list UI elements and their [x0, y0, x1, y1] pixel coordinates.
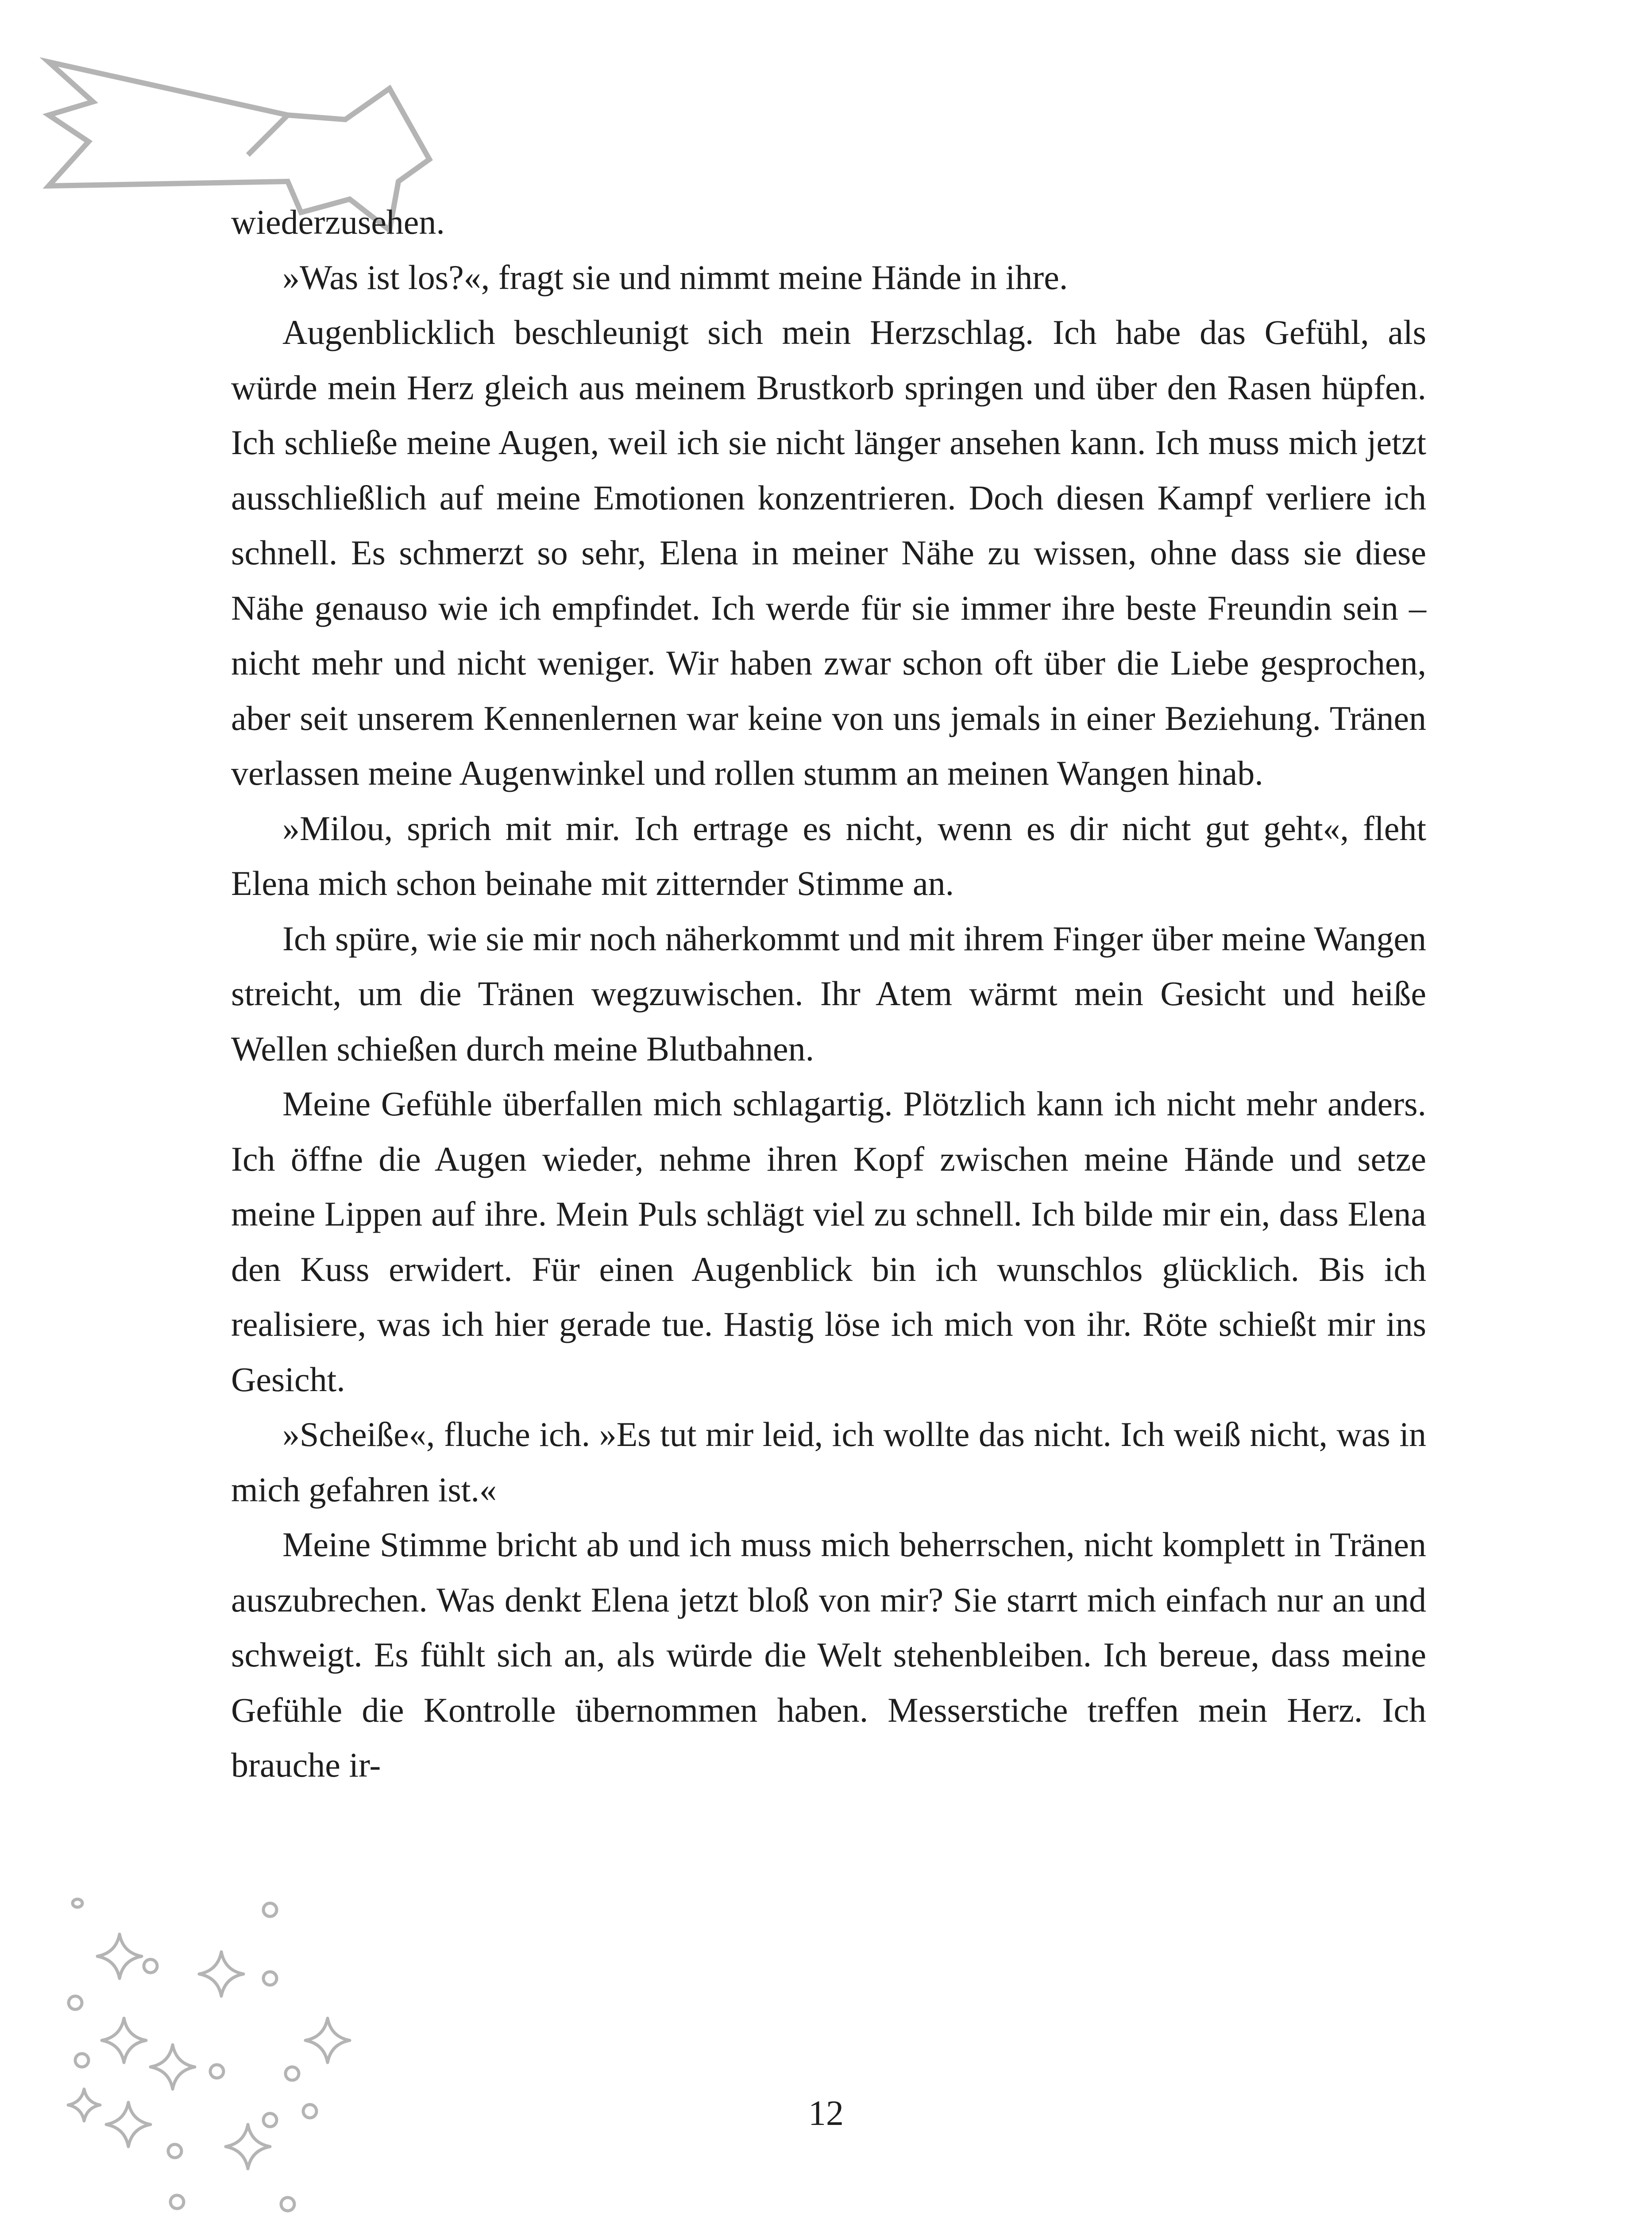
paragraph: »Scheiße«, fluche ich. »Es tut mir leid, ich wollte das nicht. Ich weiß nicht, was in mich gefahren ist.«: [231, 1415, 1426, 1509]
body-text: [231, 195, 1426, 1793]
sparkles-icon: [53, 1894, 372, 2213]
paragraph: Ich spüre, wie sie mir noch näherkommt und mit ihrem Finger über meine Wangen streicht, um die Tränen wegzuwischen. Ihr Atem wärmt mein Gesicht und heiße Wellen schießen durch meine Blutbahnen.: [231, 919, 1426, 1068]
page-number: 12: [808, 2094, 844, 2133]
paragraph: Meine Stimme bricht ab und ich muss mich beherrschen, nicht komplett in Tränen auszubrechen. Was denkt Elena jetzt bloß von mir? Sie starrt mich einfach nur an und schweigt. Es fühlt sich an, als würde die Welt stehenbleiben. Ich bereue, dass meine Gefühle die Kontrolle übernommen haben. Messerstiche treffen mein Herz. Ich brauche ir-: [231, 1525, 1426, 1784]
paragraph: Augenblicklich beschleunigt sich mein Herzschlag. Ich habe das Gefühl, als würde mein Herz gleich aus meinem Brustkorb springen und über den Rasen hüpfen. Ich schließe meine Augen, weil ich sie nicht länger ansehen kann. Ich muss mich jetzt ausschließlich auf meine Emotionen konzentrieren. Doch diesen Kampf verliere ich schnell. Es schmerzt so sehr, Elena in meiner Nähe zu wissen, ohne dass sie diese Nähe genauso wie ich empfindet. Ich werde für sie immer ihre beste Freundin sein – nicht mehr und nicht weniger. Wir haben zwar schon oft über die Liebe gesprochen, aber seit unserem Kennenlernen war keine von uns jemals in einer Beziehung. Tränen verlassen meine Augenwinkel und rollen stumm an meinen Wangen hinab.: [231, 313, 1426, 792]
paragraph: »Milou, sprich mit mir. Ich ertrage es nicht, wenn es dir nicht gut geht«, fleht Elena mich schon beinahe mit zitternder Stimme an.: [231, 809, 1426, 902]
paragraph: Meine Gefühle überfallen mich schlagartig. Plötzlich kann ich nicht mehr anders. Ich öffne die Augen wieder, nehme ihren Kopf zwischen meine Hände und setze meine Lippen auf ihre. Mein Puls schlägt viel zu schnell. Ich bilde mir ein, dass Elena den Kuss erwidert. Für einen Augenblick bin ich wunschlos glücklich. Bis ich realisiere, was ich hier gerade tue. Hastig löse ich mich von ihr. Röte schießt mir ins Gesicht.: [231, 1084, 1426, 1399]
paragraph: wiederzusehen.: [231, 203, 445, 241]
paragraph: »Was ist los?«, fragt sie und nimmt meine Hände in ihre.: [282, 258, 1068, 297]
